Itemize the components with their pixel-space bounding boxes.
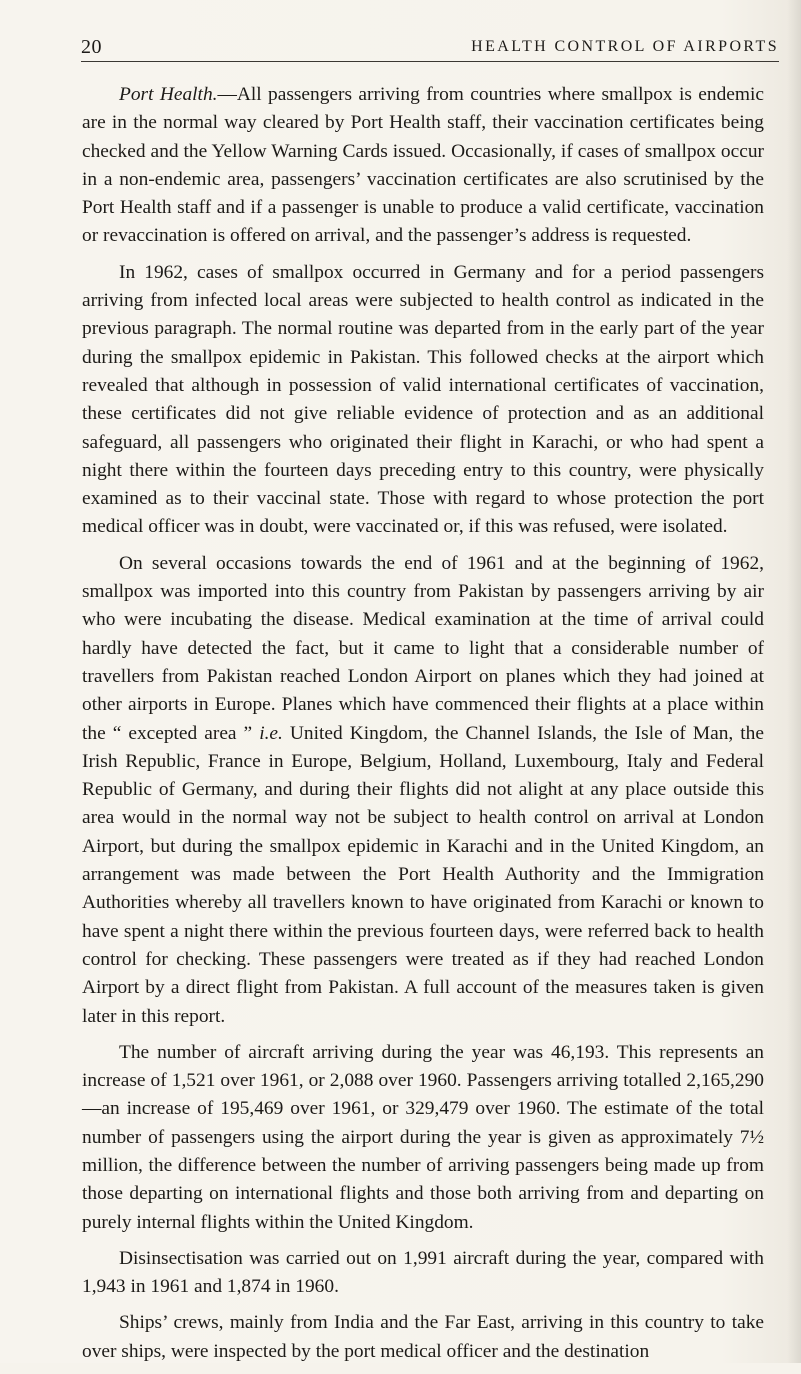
page-header	[81, 33, 779, 62]
paragraph-text: Disinsectisation was carried out on 1,991 aircraft during the year, compared with 1,943 in 1961 and 1,874 in 1960.	[82, 1247, 764, 1298]
body-text	[82, 81, 764, 1374]
paragraph-text: On several occasions towards the end of 1961 and at the beginning of 1962, smallpox was imported into this country from Pakistan by passengers arriving by air who were incubating the disease. Medical examination at the time of arrival could hardly have detected the fact, but it came to light that a considerable number of travellers from Pakistan reached London Airport on planes which they had joined at other airports in Europe. Planes which have commenced their flights at a place within the “ excepted area ”	[82, 552, 764, 744]
paragraph-ships-crews	[82, 1309, 764, 1366]
paragraph-disinsectisation	[82, 1245, 764, 1302]
paragraph-text: In 1962, cases of smallpox occurred in Germany and for a period passengers arriving from infected local areas were subjected to health control as indicated in the previous paragraph. The normal routine was departed from in the early part of the year during the smallpox epidemic in Pakistan. This followed checks at the airport which revealed that although in possession of valid international certificates of vaccination, these certificates did not give reliable evidence of protection and as an additional safeguard, all passengers who originated their flight in Karachi, or who had spent a night there within the fourteen days preceding entry to this country, were physically examined as to their vaccinal state. Those with regard to whose protection the port medical officer was in doubt, were vaccinated or, if this was refused, were isolated.	[82, 261, 764, 538]
paragraph-imported-smallpox	[82, 550, 764, 1031]
paragraph-port-health	[82, 81, 764, 251]
page-number: 20	[81, 36, 102, 58]
paragraph-text: The number of aircraft arriving during the year was 46,193. This represents an increase of 1,521 over 1961, or 2,088 over 1960. Passengers arriving totalled 2,165,290—an increase of 195,469 over 1961, or 329,479 over 1960. The estimate of the total number of passengers using the airport during the year is given as approximately 7½ million, the difference between the number of arriving passengers being made up from those departing on international flights and those both arriving from and departing on purely internal flights within the United Kingdom.	[82, 1041, 764, 1233]
section-lead-heading: Port Health.	[119, 84, 218, 105]
page-edge-shadow	[787, 0, 801, 1363]
paragraph-text: Ships’ crews, mainly from India and the Far East, arriving in this country to take over ships, were inspected by the port medical officer and the destination	[82, 1312, 764, 1362]
paragraph-text: United Kingdom, the Channel Islands, the Isle of Man, the Irish Republic, France in Europe, Belgium, Holland, Luxembourg, Italy and Federal Republic of Germany, and during their flights did not alight at any place outside this area would in the normal way not be subject to health control on arrival at London Airport, but during the smallpox epidemic in Karachi and in the United Kingdom, an arrangement was made between the Port Health Authority and the Immigration Authorities whereby all travellers known to have originated from Karachi or known to have spent a night there within the previous fourteen days, were referred back to health control for checking. These passengers were treated as if they had reached London Airport by a direct flight from Pakistan. A full account of the measures taken is given later in this report.	[82, 722, 764, 1027]
paragraph-text: —All passengers arriving from countries where smallpox is endemic are in the normal way cleared by Port Health staff, their vaccination certificates being checked and the Yellow Warning Cards issued. Occasionally, if cases of smallpox occur in a non-endemic area, passengers’ vaccination certificates are also scrutinised by the Port Health staff and if a passenger is unable to produce a valid certificate, vaccination or revaccination is offered on arrival, and the passenger’s address is requested.	[82, 84, 764, 247]
paragraph-germany-1962	[82, 259, 764, 542]
italic-abbreviation: i.e.	[259, 722, 283, 744]
paragraph-aircraft-statistics	[82, 1039, 764, 1237]
running-head: HEALTH CONTROL OF AIRPORTS	[471, 38, 779, 55]
